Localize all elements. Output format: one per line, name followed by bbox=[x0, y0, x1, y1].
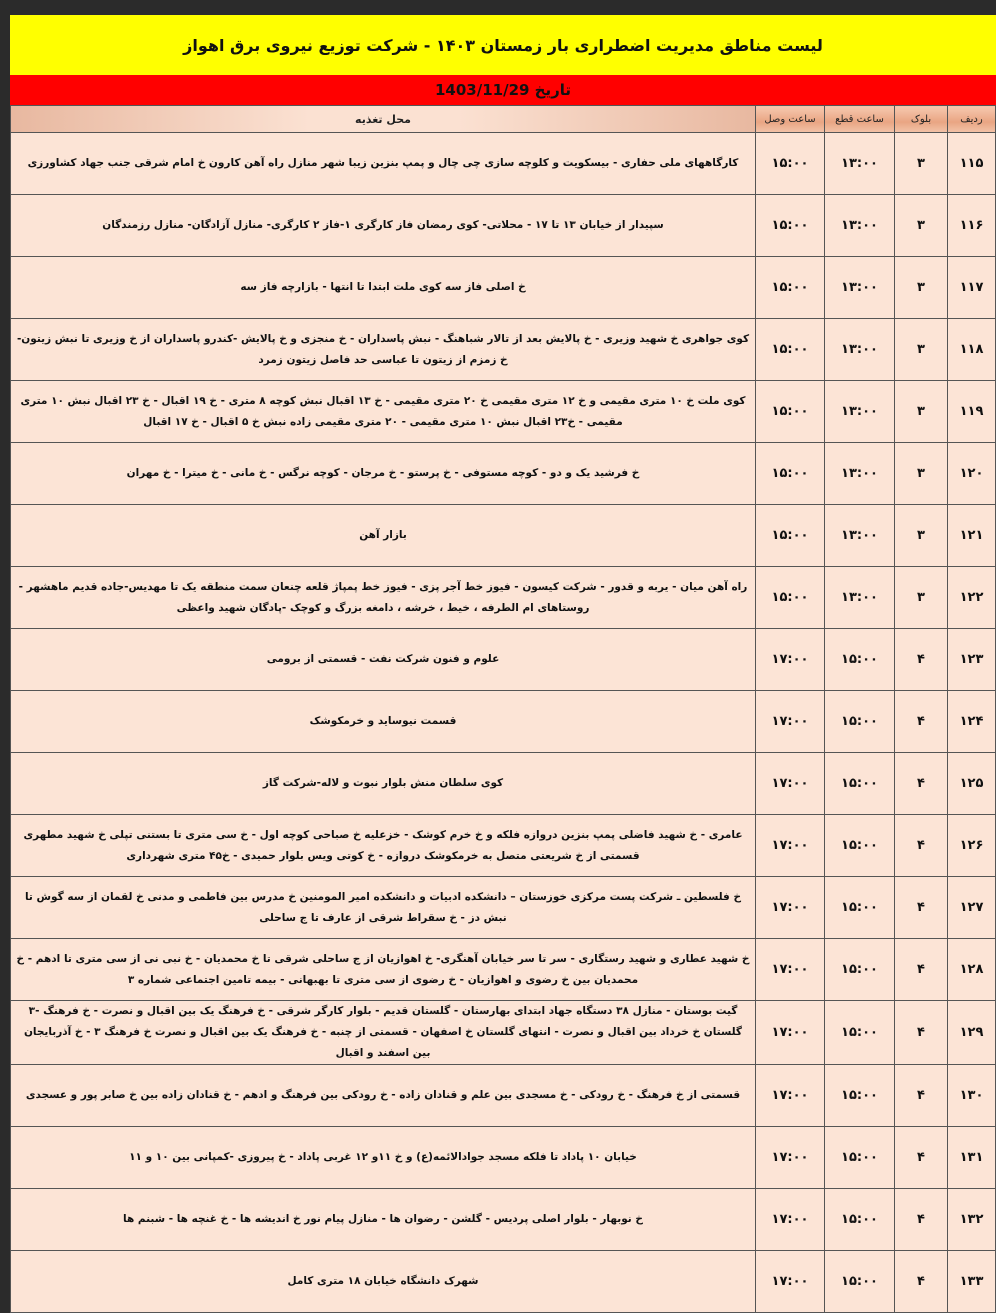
table-row bbox=[11, 877, 996, 939]
row-number-cell: ۱۲۴ bbox=[948, 691, 996, 753]
table-header-row bbox=[11, 106, 996, 133]
header-block: بلوک bbox=[895, 106, 948, 133]
table-row bbox=[11, 1251, 996, 1313]
block-cell: ۴ bbox=[895, 753, 948, 815]
location-cell: خ فرشید یک و دو - کوچه مستوفی - خ پرستو - خ مرجان - کوچه نرگس - خ مانی - خ میترا - خ مهران bbox=[11, 443, 756, 505]
location-cell: راه آهن میان - یربه و قدور - شرکت کیسون - فیوز خط آجر پزی - فیوز خط پمپاژ قلعه چنعان سمت منطقه یک تا مهدیس-جاده قدیم ماهشهر - روستاهای ام الطرفه ، خیط ، خرشه ، دامغه بزرگ و کوچک -پادگان شهید واعظی bbox=[11, 567, 756, 629]
table-row bbox=[11, 1001, 996, 1065]
connect-time-cell: ۱۷:۰۰ bbox=[756, 629, 825, 691]
row-number-cell: ۱۲۷ bbox=[948, 877, 996, 939]
row-number-cell: ۱۱۵ bbox=[948, 133, 996, 195]
row-number-cell: ۱۲۸ bbox=[948, 939, 996, 1001]
connect-time-cell: ۱۵:۰۰ bbox=[756, 505, 825, 567]
block-cell: ۳ bbox=[895, 443, 948, 505]
cut-time-cell: ۱۵:۰۰ bbox=[825, 629, 895, 691]
location-cell: سپیدار از خیابان ۱۳ تا ۱۷ - محلاتی- کوی رمضان فاز کارگری ۱-فاز ۲ کارگری- منازل آزادگان- منازل رزمندگان bbox=[11, 195, 756, 257]
table-row bbox=[11, 567, 996, 629]
table-row bbox=[11, 319, 996, 381]
table-row bbox=[11, 443, 996, 505]
row-number-cell: ۱۳۳ bbox=[948, 1251, 996, 1313]
block-cell: ۴ bbox=[895, 1065, 948, 1127]
row-number-cell: ۱۳۰ bbox=[948, 1065, 996, 1127]
cut-time-cell: ۱۳:۰۰ bbox=[825, 381, 895, 443]
block-cell: ۴ bbox=[895, 1001, 948, 1065]
table-row bbox=[11, 505, 996, 567]
cut-time-cell: ۱۳:۰۰ bbox=[825, 195, 895, 257]
block-cell: ۴ bbox=[895, 1127, 948, 1189]
table-row bbox=[11, 939, 996, 1001]
table-row bbox=[11, 1065, 996, 1127]
row-number-cell: ۱۱۸ bbox=[948, 319, 996, 381]
block-cell: ۳ bbox=[895, 381, 948, 443]
table-row bbox=[11, 195, 996, 257]
block-cell: ۴ bbox=[895, 815, 948, 877]
location-cell: کوی جواهری خ شهید وزیری - خ پالایش بعد از تالار شباهنگ - نبش پاسداران - خ منجزی و خ پالایش -کندرو پاسداران از خ وزیری تا نبش زیتون- خ زمزم از زیتون تا عباسی حد فاصل زیتون زمرد bbox=[11, 319, 756, 381]
table-row bbox=[11, 1189, 996, 1251]
cut-time-cell: ۱۳:۰۰ bbox=[825, 443, 895, 505]
cut-time-cell: ۱۳:۰۰ bbox=[825, 567, 895, 629]
table-row bbox=[11, 133, 996, 195]
block-cell: ۴ bbox=[895, 939, 948, 1001]
date-banner: تاریخ 1403/11/29 bbox=[10, 75, 996, 105]
row-number-cell: ۱۲۵ bbox=[948, 753, 996, 815]
connect-time-cell: ۱۷:۰۰ bbox=[756, 877, 825, 939]
block-cell: ۳ bbox=[895, 505, 948, 567]
location-cell: کارگاههای ملی حفاری - بیسکویت و کلوچه سازی چی چال و پمپ بنزین زیبا شهر منازل راه آهن کارون خ امام شرقی جنب جهاد کشاورزی bbox=[11, 133, 756, 195]
location-cell: شهرک دانشگاه خیابان ۱۸ متری کامل bbox=[11, 1251, 756, 1313]
location-cell: عامری - خ شهید فاضلی پمپ بنزین دروازه فلکه و خ خرم کوشک - خزعلیه خ صباحی کوچه اول - خ سی متری تا بستنی تپلی خ شهید مطهری قسمتی از خ شریعتی متصل به خرمکوشک دروازه - خ کوتی ویس بلوار حمیدی - خ۴۵ متری شهرداری bbox=[11, 815, 756, 877]
connect-time-cell: ۱۷:۰۰ bbox=[756, 939, 825, 1001]
cut-time-cell: ۱۵:۰۰ bbox=[825, 1127, 895, 1189]
connect-time-cell: ۱۵:۰۰ bbox=[756, 319, 825, 381]
cut-time-cell: ۱۵:۰۰ bbox=[825, 877, 895, 939]
row-number-cell: ۱۱۷ bbox=[948, 257, 996, 319]
connect-time-cell: ۱۵:۰۰ bbox=[756, 133, 825, 195]
outage-table bbox=[10, 105, 996, 1313]
header-cut-time: ساعت قطع bbox=[825, 106, 895, 133]
cut-time-cell: ۱۳:۰۰ bbox=[825, 133, 895, 195]
cut-time-cell: ۱۵:۰۰ bbox=[825, 1001, 895, 1065]
table-row bbox=[11, 1127, 996, 1189]
location-cell: بازار آهن bbox=[11, 505, 756, 567]
block-cell: ۴ bbox=[895, 629, 948, 691]
block-cell: ۴ bbox=[895, 691, 948, 753]
location-cell: کوی سلطان منش بلوار نبوت و لاله-شرکت گاز bbox=[11, 753, 756, 815]
table-row bbox=[11, 815, 996, 877]
block-cell: ۳ bbox=[895, 319, 948, 381]
location-cell: خ شهید عطاری و شهید رستگاری - سر تا سر خیابان آهنگری- خ اهوازیان از ج ساحلی شرقی تا خ محمدیان - خ نبی نی از سی متری تا ادهم - خ محمدیان بین خ رضوی و اهوازیان - خ رضوی از سی متری تا بهبهانی - بیمه تامین اجتماعی شماره ۳ bbox=[11, 939, 756, 1001]
location-cell: کوی ملت خ ۱۰ متری مقیمی و خ ۱۲ متری مقیمی خ ۲۰ متری مقیمی - خ ۱۳ اقبال نبش کوچه ۸ متری - خ ۱۹ اقبال - خ ۲۳ اقبال نبش ۱۰ متری مقیمی - خ۲۳ اقبال نبش ۱۰ متری مقیمی - ۲۰ متری مقیمی زاده نبش خ ۵ اقبال - خ ۱۷ اقبال bbox=[11, 381, 756, 443]
connect-time-cell: ۱۵:۰۰ bbox=[756, 257, 825, 319]
row-number-cell: ۱۱۶ bbox=[948, 195, 996, 257]
location-cell: خیابان ۱۰ پاداد تا فلکه مسجد جوادالائمه(ع) و خ ۱۱و ۱۲ غربی پاداد - خ پیروزی -کمپانی بین ۱۰ و ۱۱ bbox=[11, 1127, 756, 1189]
row-number-cell: ۱۲۲ bbox=[948, 567, 996, 629]
connect-time-cell: ۱۷:۰۰ bbox=[756, 1065, 825, 1127]
block-cell: ۴ bbox=[895, 1251, 948, 1313]
block-cell: ۴ bbox=[895, 877, 948, 939]
cut-time-cell: ۱۳:۰۰ bbox=[825, 319, 895, 381]
cut-time-cell: ۱۵:۰۰ bbox=[825, 1251, 895, 1313]
connect-time-cell: ۱۷:۰۰ bbox=[756, 1189, 825, 1251]
connect-time-cell: ۱۷:۰۰ bbox=[756, 753, 825, 815]
connect-time-cell: ۱۵:۰۰ bbox=[756, 443, 825, 505]
block-cell: ۳ bbox=[895, 133, 948, 195]
connect-time-cell: ۱۷:۰۰ bbox=[756, 1001, 825, 1065]
location-cell: قسمتی از خ فرهنگ - خ رودکی - خ مسجدی بین علم و قنادان زاده - خ رودکی بین فرهنگ و ادهم - خ قنادان زاده بین خ صابر پور و عسجدی bbox=[11, 1065, 756, 1127]
outage-schedule-sheet bbox=[10, 15, 996, 1313]
connect-time-cell: ۱۷:۰۰ bbox=[756, 1251, 825, 1313]
cut-time-cell: ۱۳:۰۰ bbox=[825, 505, 895, 567]
connect-time-cell: ۱۷:۰۰ bbox=[756, 691, 825, 753]
block-cell: ۳ bbox=[895, 195, 948, 257]
block-cell: ۴ bbox=[895, 1189, 948, 1251]
header-location: محل تغذیه bbox=[11, 106, 756, 133]
row-number-cell: ۱۲۹ bbox=[948, 1001, 996, 1065]
table-row bbox=[11, 753, 996, 815]
cut-time-cell: ۱۵:۰۰ bbox=[825, 939, 895, 1001]
connect-time-cell: ۱۵:۰۰ bbox=[756, 381, 825, 443]
cut-time-cell: ۱۵:۰۰ bbox=[825, 815, 895, 877]
connect-time-cell: ۱۷:۰۰ bbox=[756, 815, 825, 877]
table-row bbox=[11, 381, 996, 443]
location-cell: علوم و فنون شرکت نفت - قسمتی از برومی bbox=[11, 629, 756, 691]
cut-time-cell: ۱۵:۰۰ bbox=[825, 691, 895, 753]
row-number-cell: ۱۲۰ bbox=[948, 443, 996, 505]
cut-time-cell: ۱۵:۰۰ bbox=[825, 753, 895, 815]
page-title: لیست مناطق مدیریت اضطراری بار زمستان ۱۴۰۳ - شرکت توزیع نیروی برق اهواز bbox=[10, 15, 996, 75]
block-cell: ۳ bbox=[895, 257, 948, 319]
table-row bbox=[11, 629, 996, 691]
row-number-cell: ۱۳۲ bbox=[948, 1189, 996, 1251]
connect-time-cell: ۱۵:۰۰ bbox=[756, 567, 825, 629]
row-number-cell: ۱۲۶ bbox=[948, 815, 996, 877]
location-cell: خ اصلی فاز سه کوی ملت ابتدا تا انتها - بازارچه فاز سه bbox=[11, 257, 756, 319]
location-cell: خ نوبهار - بلوار اصلی پردیس - گلشن - رضوان ها - منازل پیام نور خ اندیشه ها - خ غنچه ها - شبنم ها bbox=[11, 1189, 756, 1251]
table-row bbox=[11, 257, 996, 319]
row-number-cell: ۱۱۹ bbox=[948, 381, 996, 443]
connect-time-cell: ۱۷:۰۰ bbox=[756, 1127, 825, 1189]
connect-time-cell: ۱۵:۰۰ bbox=[756, 195, 825, 257]
cut-time-cell: ۱۳:۰۰ bbox=[825, 257, 895, 319]
row-number-cell: ۱۲۳ bbox=[948, 629, 996, 691]
cut-time-cell: ۱۵:۰۰ bbox=[825, 1189, 895, 1251]
cut-time-cell: ۱۵:۰۰ bbox=[825, 1065, 895, 1127]
row-number-cell: ۱۲۱ bbox=[948, 505, 996, 567]
location-cell: قسمت نیوساید و خرمکوشک bbox=[11, 691, 756, 753]
header-row-number: ردیف bbox=[948, 106, 996, 133]
block-cell: ۳ bbox=[895, 567, 948, 629]
row-number-cell: ۱۳۱ bbox=[948, 1127, 996, 1189]
location-cell: خ فلسطین ـ شرکت پست مرکزی خوزستان – دانشکده ادبیات و دانشکده امیر المومنین خ مدرس بین فاطمی و مدنی خ لقمان از سه گوش تا نبش دز - خ سقراط شرقی از عارف تا ج ساحلی bbox=[11, 877, 756, 939]
header-connect-time: ساعت وصل bbox=[756, 106, 825, 133]
location-cell: گیت بوستان - منازل ۳۸ دستگاه جهاد ابتدای بهارستان - گلستان قدیم - بلوار کارگر شرقی - خ فرهنگ یک بین اقبال و نصرت - خ فرهنگ -۳ گلستان خ خرداد بین اقبال و نصرت - انتهای گلستان خ اصفهان - قسمتی از چنبه - خ فرهنگ یک بین اقبال و نصرت خ فرهنگ ۳ - خ آذربایجان بین اسفند و اقبال bbox=[11, 1001, 756, 1065]
table-row bbox=[11, 691, 996, 753]
